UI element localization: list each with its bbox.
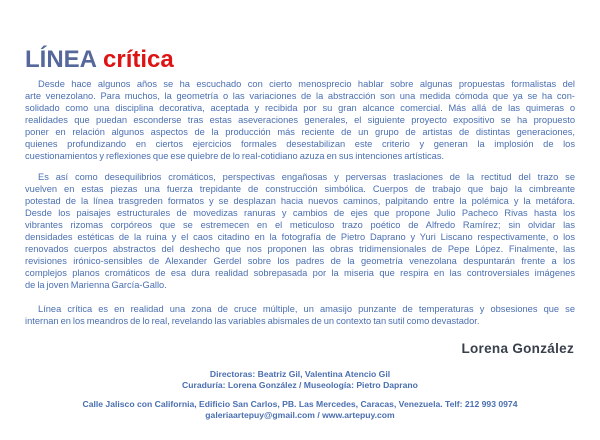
paragraph-line: solidado como una disciplina decorativa, aceptada y recibida por su gran alcance comercial. Más allá de las quimeras o <box>25 103 575 113</box>
paragraph-line: quienes profundizando en ciertos ejercicios formales desestabilizan este criterio y generan la implosión de los <box>25 139 575 149</box>
paragraph-line: vibrantes rizomas corpóreos que se estremecen en el meticuloso trazo poético de Alfredo Ramírez; sin olvidar las <box>25 220 575 230</box>
page-title-primary: LÍNEA <box>25 46 97 74</box>
credits-block <box>0 369 600 390</box>
page-title <box>25 46 174 74</box>
footer-address: Calle Jalisco con California, Edificio San Carlos, PB. Las Mercedes, Caracas, Venezuela. Telf: 212 993 0974 <box>82 399 518 409</box>
footer-block <box>0 399 600 420</box>
paragraph-line: arte venezolano. Para muchos, la geometría o las variaciones de la abstracción son una medida cómoda que ya se ha con- <box>25 91 575 101</box>
paragraph-line: poner en relación algunos aspectos de la producción más reciente de un grupo de artistas de distintas generaciones, <box>25 127 575 137</box>
paragraph-line: revisiones irónico-sensibles de Alexander Gerdel sobre los padres de la geometría venezolana despuntarán frente a los <box>25 256 575 266</box>
paragraph-2 <box>25 171 575 291</box>
paragraph-line: realidades que puedan esconderse tras estas aseveraciones generales, el siguiente proyecto expositivo se ha propuesto <box>25 115 575 125</box>
credits-directors: Directoras: Beatriz Gil, Valentina Atencio Gil <box>209 369 391 379</box>
paragraph-line: Es así como desequilibrios cromáticos, perspectivas engañosas y perversas traslaciones de la rectitud del trazo se <box>38 172 575 182</box>
page-title-accent: crítica <box>103 46 174 74</box>
paragraph-line: vuelven en estas piezas una fuerza trepidante de construcción simbólica. Cuerpos de trabajo que bajo la cimbreante <box>25 184 575 194</box>
paragraph-1 <box>25 78 575 162</box>
footer-contact: galeriaartepuy@gmail.com / www.artepuy.com <box>205 409 395 420</box>
paragraph-line: Línea crítica es en realidad una zona de cruce múltiple, un amasijo punzante de temperaturas y obsesiones que se <box>38 304 575 314</box>
paragraph-3 <box>25 303 575 327</box>
paragraph-line: complejos planos cromáticos de esa dura realidad sobrepasada por la miseria que respira en las controversiales imágenes <box>25 268 575 278</box>
credits-curator: Curaduría: Lorena González / Museología: Pietro Daprano <box>182 379 418 390</box>
paragraph-line: Desde hace algunos años se ha escuchado con cierto menosprecio hablar sobre algunas propuestas formalistas del <box>38 79 575 89</box>
paragraph-line: densidades estéticas de la ruina y el caos citadino en la fotografía de Pietro Daprano y Yuri Liscano respectivamente, o los <box>25 232 575 242</box>
paragraph-line: de la joven Marienna García-Gallo. <box>25 280 167 290</box>
paragraph-line: internan en los meandros de lo real, revelando las variables abismales de un contexto tan sutil como devastador. <box>25 316 480 326</box>
paragraph-line: cuestionamientos y reflexiones que ese quiebre de lo real-cotidiano azuza en sus intenciones artísticas. <box>25 151 445 161</box>
paragraph-line: potestad de la línea trasgreden formatos y se desplazan hacia nuevos caminos, palpitando entre la polémica y la metáfora. <box>25 196 575 206</box>
author-signature: Lorena González <box>461 341 574 356</box>
paragraph-line: renovados cuerpos abstractos del deshecho que nos proponen las obras tridimensionales de Pepe López. Finalmente, las <box>25 244 575 254</box>
paragraph-line: Desde los paisajes estructurales de movedizas ranuras y cambios de ejes que propone Julio Pacheco Rivas hasta los <box>25 208 575 218</box>
